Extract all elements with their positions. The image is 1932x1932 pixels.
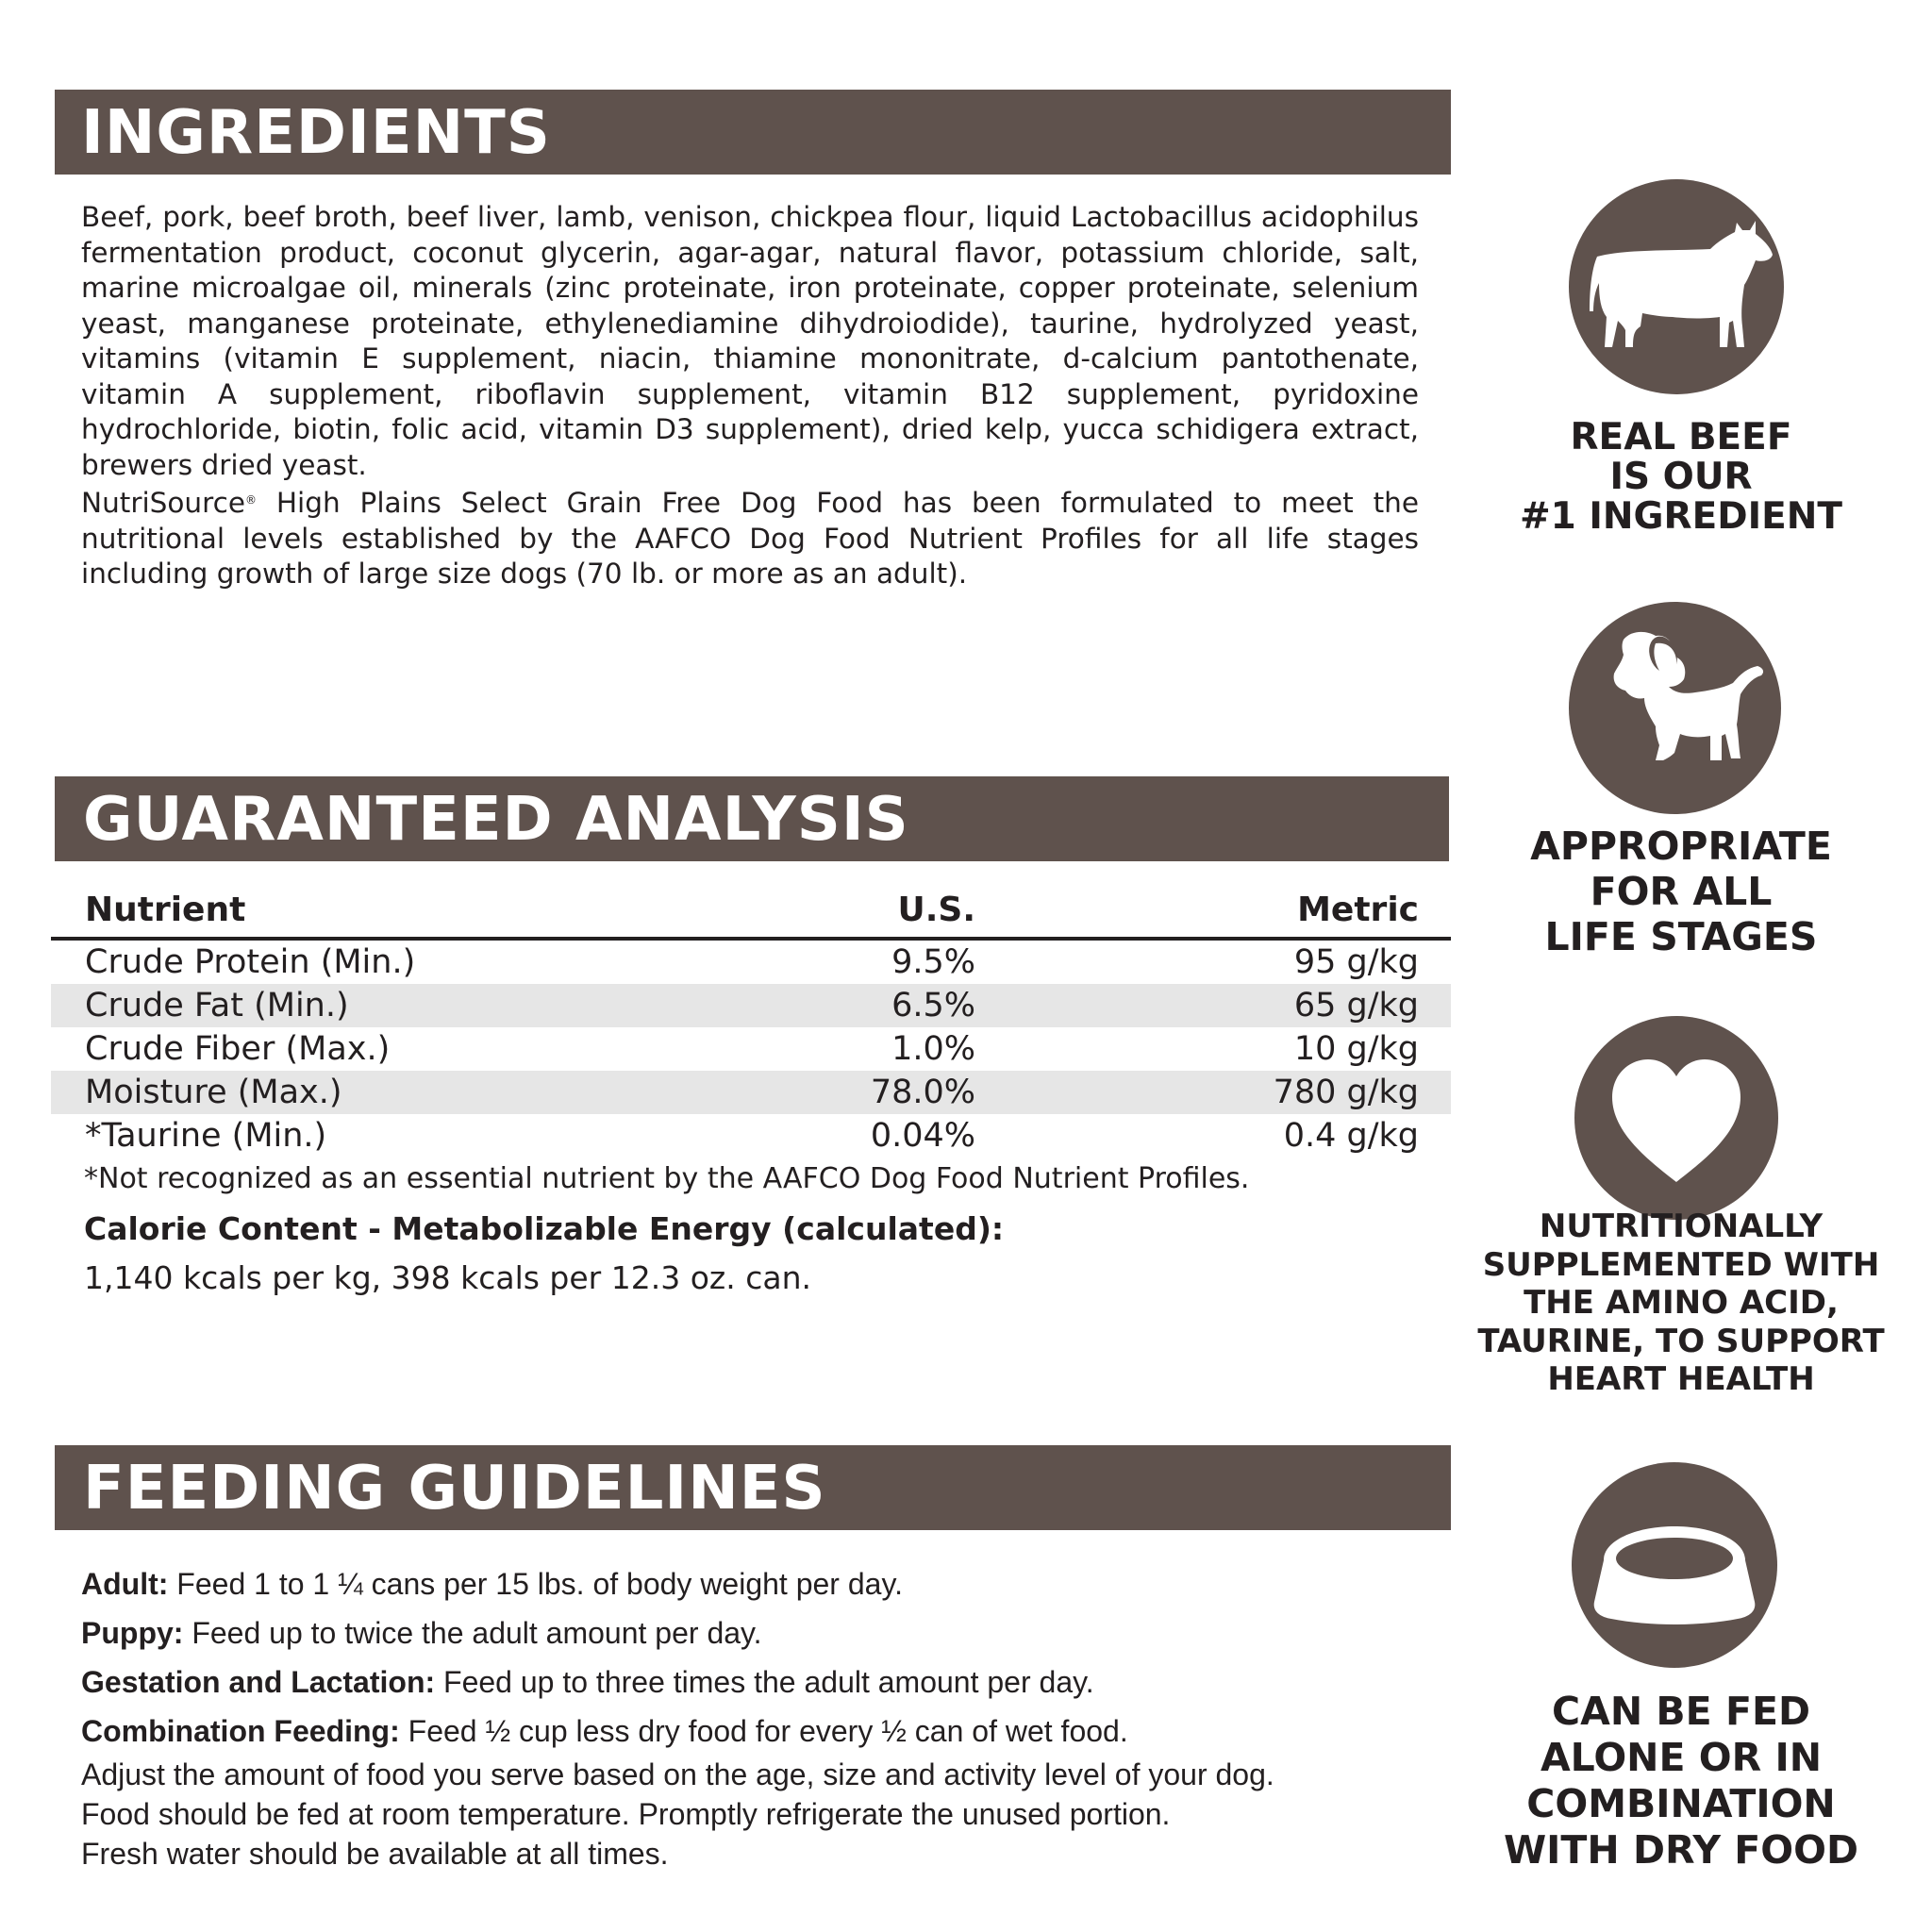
feeding-guidelines [81, 1566, 1274, 1874]
aafco-footnote: *Not recognized as an essential nutrient by the AAFCO Dog Food Nutrient Profiles. [84, 1162, 1250, 1195]
ingredients-section [81, 200, 1419, 592]
table-row [51, 1114, 1451, 1158]
cow-icon [1569, 179, 1784, 394]
combination-feeding-caption: CAN BE FED ALONE OR IN COMBINATION WITH DRY FOOD [1503, 1689, 1859, 1873]
feeding-text: Feed 1 to 1 ¼ cans per 15 lbs. of body weight per day. [168, 1567, 903, 1601]
real-beef-badge [1569, 179, 1784, 394]
feeding-note: Fresh water should be available at all times. [81, 1837, 669, 1871]
metric-value-cell: 780 g/kg [975, 1071, 1451, 1114]
feeding-text: Feed up to three times the adult amount per day. [435, 1665, 1094, 1699]
guaranteed-analysis-table [51, 882, 1451, 1158]
table-row [51, 1071, 1451, 1114]
heart-icon [1574, 1016, 1778, 1220]
feeding-note: Food should be fed at room temperature. Promptly refrigerate the unused portion. [81, 1797, 1171, 1831]
aafco-statement-text: High Plains Select Grain Free Dog Food has been formulated to meet the nutritional levels established by the AAFCO Dog Food Nutrient Profiles for all life stages including growth of large size dogs (70 lb. or more as an adult). [81, 487, 1419, 590]
feeding-label: Adult: [81, 1567, 169, 1601]
column-header-metric: Metric [975, 882, 1451, 939]
table-header-row [51, 882, 1451, 939]
calorie-content-heading: Calorie Content - Metabolizable Energy (calculated): [84, 1210, 1005, 1247]
feeding-item-adult [81, 1566, 1274, 1615]
feeding-label: Gestation and Lactation: [81, 1665, 436, 1699]
feeding-title: FEEDING GUIDELINES [83, 1454, 826, 1524]
aafco-statement [81, 483, 1419, 592]
table-row [51, 984, 1451, 1027]
us-value-cell: 1.0% [891, 1030, 975, 1068]
bowl-icon [1572, 1462, 1777, 1668]
us-value-cell: 0.04% [870, 1117, 975, 1155]
us-value-cell: 6.5% [664, 984, 975, 1027]
life-stages-caption: APPROPRIATE FOR ALL LIFE STAGES [1530, 824, 1832, 959]
table-row [51, 939, 1451, 984]
calorie-content-text: 1,140 kcals per kg, 398 kcals per 12.3 oz. can. [84, 1259, 811, 1296]
metric-value-cell: 10 g/kg [1293, 1030, 1419, 1068]
feeding-item-gestation [81, 1664, 1274, 1713]
registered-mark: ® [244, 493, 257, 507]
ingredients-header-band [55, 90, 1451, 175]
brand-name: NutriSource [81, 487, 245, 519]
ingredients-title: INGREDIENTS [81, 98, 551, 168]
feeding-text: Feed ½ cup less dry food for every ½ can of wet food. [399, 1714, 1128, 1748]
ingredients-list: Beef, pork, beef broth, beef liver, lamb, venison, chickpea flour, liquid Lactobacillus acidophilus fermentation product, coconut glycerin, agar-agar, natural flavor, potassium chloride, salt, marine microalgae oil, minerals (zinc proteinate, iron proteinate, copper proteinate, selenium yeast, manganese proteinate, ethylenediamine dihydroiodide), taurine, hydrolyzed yeast, vitamins (vitamin E supplement, niacin, thiamine mononitrate, d-calcium pantothenate, vitamin A supplement, riboflavin supplement, vitamin B12 supplement, pyridoxine hydrochloride, biotin, folic acid, vitamin D3 supplement), dried kelp, yucca schidigera extract, brewers dried yeast. [81, 201, 1419, 481]
puppy-icon [1569, 602, 1781, 814]
heart-health-caption: NUTRITIONALLY SUPPLEMENTED WITH THE AMINO ACID, TAURINE, TO SUPPORT HEART HEALTH [1477, 1208, 1885, 1398]
feeding-label: Combination Feeding: [81, 1714, 400, 1748]
metric-value-cell: 65 g/kg [975, 984, 1451, 1027]
table-row [51, 1027, 1451, 1071]
nutrient-cell: Crude Fat (Min.) [51, 984, 664, 1027]
combination-feeding-badge [1572, 1462, 1777, 1668]
us-value-cell: 9.5% [891, 943, 975, 981]
column-header-us: U.S. [664, 882, 975, 939]
nutrient-cell: Crude Protein (Min.) [85, 943, 416, 981]
feeding-note: Adjust the amount of food you serve based on the age, size and activity level of your dog. [81, 1757, 1274, 1791]
column-header-nutrient: Nutrient [51, 882, 664, 939]
feeding-item-puppy [81, 1615, 1274, 1664]
real-beef-caption: REAL BEEF IS OUR #1 INGREDIENT [1520, 416, 1842, 538]
feeding-text: Feed up to twice the adult amount per day. [183, 1616, 762, 1650]
nutrient-cell: *Taurine (Min.) [85, 1117, 327, 1155]
us-value-cell: 78.0% [664, 1071, 975, 1114]
life-stages-badge [1569, 602, 1781, 814]
analysis-header-band [55, 776, 1449, 861]
metric-value-cell: 95 g/kg [1293, 943, 1419, 981]
analysis-title: GUARANTEED ANALYSIS [83, 785, 909, 855]
feeding-header-band [55, 1445, 1451, 1530]
heart-health-badge [1574, 1016, 1778, 1220]
feeding-item-combination [81, 1713, 1274, 1755]
nutrient-cell: Moisture (Max.) [51, 1071, 664, 1114]
feeding-label: Puppy: [81, 1616, 184, 1650]
nutrient-cell: Crude Fiber (Max.) [85, 1030, 391, 1068]
metric-value-cell: 0.4 g/kg [1283, 1117, 1419, 1155]
